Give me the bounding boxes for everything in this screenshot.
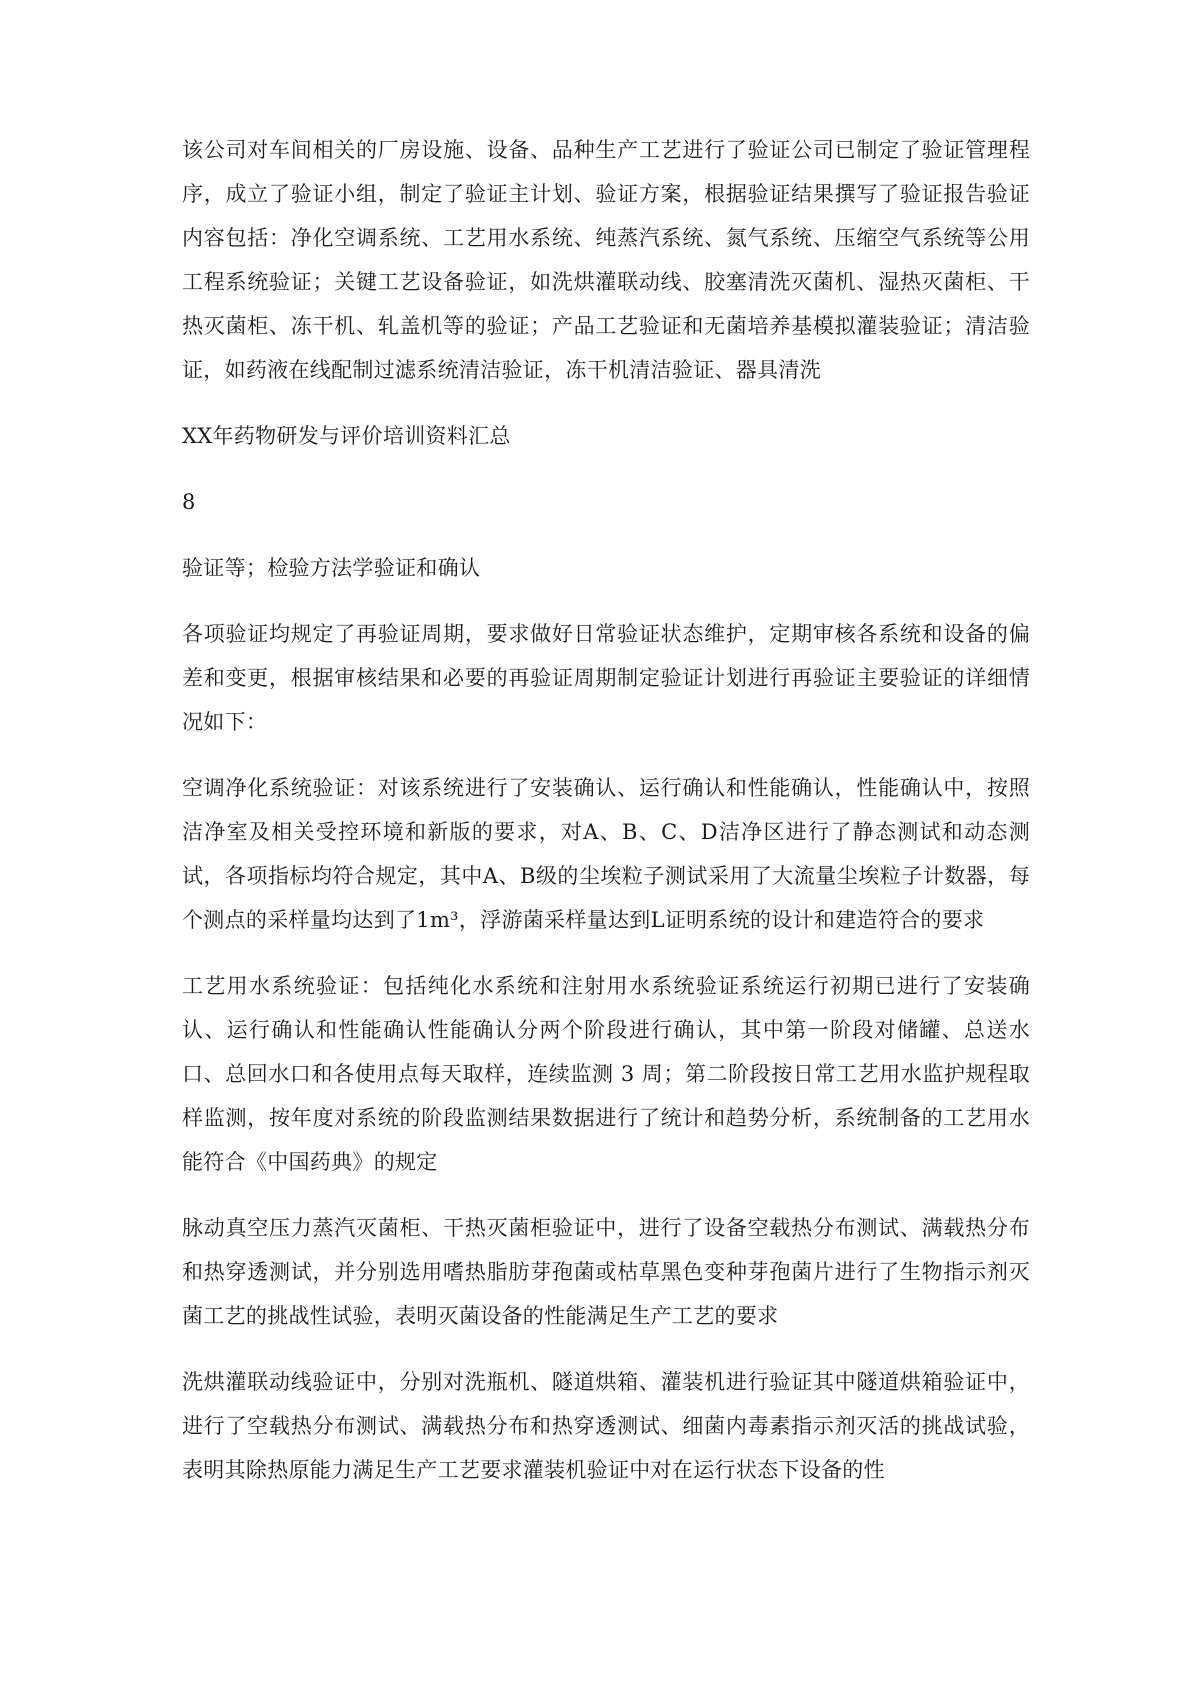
document-page	[182, 128, 1030, 1514]
paragraph-sterilizer-validation: 脉动真空压力蒸汽灭菌柜、干热灭菌柜验证中，进行了设备空载热分布测试、满载热分布和热穿透测试，并分别选用嗜热脂肪芽孢菌或枯草黑色变种芽孢菌片进行了生物指示剂灭菌工艺的挑战性试验，表明灭菌设备的性能满足生产工艺的要求	[182, 1216, 1030, 1328]
paragraph-revalidation-cycle: 各项验证均规定了再验证周期，要求做好日常验证状态维护，定期审核各系统和设备的偏差和变更，根据审核结果和必要的再验证周期制定验证计划进行再验证主要验证的详细情况如下：	[182, 622, 1030, 734]
running-header-title: XX年药物研发与评价培训资料汇总	[182, 424, 511, 448]
paragraph-hvac-validation: 空调净化系统验证：对该系统进行了安装确认、运行确认和性能确认，性能确认中，按照洁净室及相关受控环境和新版的要求，对A、B、C、D洁净区进行了静态测试和动态测试，各项指标均符合规定，其中A、B级的尘埃粒子测试采用了大流量尘埃粒子计数器，每个测点的采样量均达到了1m³，浮游菌采样量达到L证明系统的设计和建造符合的要求	[182, 776, 1030, 932]
paragraph-water-system-validation: 工艺用水系统验证：包括纯化水系统和注射用水系统验证系统运行初期已进行了安装确认、运行确认和性能确认性能确认分两个阶段进行确认，其中第一阶段对储罐、总送水口、总回水口和各使用点每天取样，连续监测 3 周；第二阶段按日常工艺用水监护规程取样监测，按年度对系统的阶段监测结果数据进行了统计和趋势分析，系统制备的工艺用水能符合《中国药典》的规定	[182, 974, 1030, 1174]
paragraph-method-validation: 验证等；检验方法学验证和确认	[182, 556, 481, 580]
paragraph-validation-overview: 该公司对车间相关的厂房设施、设备、品种生产工艺进行了验证公司已制定了验证管理程序，成立了验证小组，制定了验证主计划、验证方案，根据验证结果撰写了验证报告验证内容包括：净化空调系统、工艺用水系统、纯蒸汽系统、氮气系统、压缩空气系统等公用工程系统验证；关键工艺设备验证，如洗烘灌联动线、胶塞清洗灭菌机、湿热灭菌柜、干热灭菌柜、冻干机、轧盖机等的验证；产品工艺验证和无菌培养基模拟灌装验证；清洁验证，如药液在线配制过滤系统清洁验证，冻干机清洁验证、器具清洗	[182, 138, 1030, 382]
paragraph-filling-line-validation: 洗烘灌联动线验证中，分别对洗瓶机、隧道烘箱、灌装机进行验证其中隧道烘箱验证中，进行了空载热分布测试、满载热分布和热穿透测试、细菌内毒素指示剂灭活的挑战试验，表明其除热原能力满足生产工艺要求灌装机验证中对在运行状态下设备的性	[182, 1370, 1030, 1482]
page-number: 8	[182, 490, 196, 514]
